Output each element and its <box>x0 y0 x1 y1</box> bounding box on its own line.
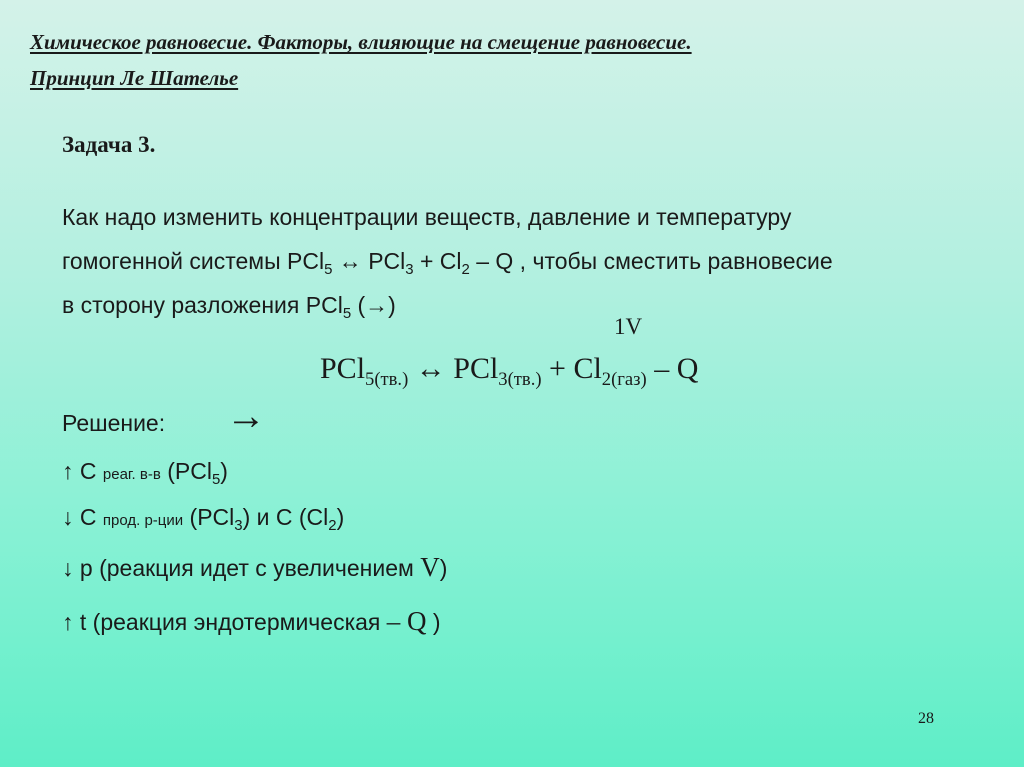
question-line-3 <box>62 292 396 323</box>
right-arrow-icon: → <box>226 393 266 438</box>
question-line-2 <box>62 248 833 279</box>
solution-line-3-v: V <box>420 552 440 582</box>
question-line-2-sub3: 3 <box>405 261 414 279</box>
eq-part-3: + Cl <box>541 352 602 385</box>
solution-line-3-a: ↓ р (реакция идет с увеличением <box>62 555 421 581</box>
solution-line-1 <box>62 458 228 489</box>
solution-line-2-sub: прод. р-ции <box>102 512 184 529</box>
question-line-2-sub2: 2 <box>461 261 470 279</box>
solution-line-2-sub3: 2 <box>328 517 337 535</box>
solution-line-1-sub2: 5 <box>211 471 221 489</box>
slide-title-line-2: Принцип Ле Шателье <box>30 66 239 90</box>
page-number: 28 <box>918 710 934 727</box>
solution-line-4-q: – Q <box>386 606 427 636</box>
question-line-3-rest: (→) <box>351 292 396 318</box>
task-heading: Задача 3. <box>62 132 156 157</box>
solution-line-4 <box>62 606 441 637</box>
eq-part-4: – Q <box>646 352 699 385</box>
solution-line-1-c: ) <box>220 458 228 484</box>
solution-line-3 <box>62 552 447 583</box>
eq-part-2: ↔ PCl <box>408 352 499 385</box>
eq-sub-1: 5(тв.) <box>365 369 409 391</box>
question-line-2-plus: + Cl <box>413 248 462 274</box>
question-line-2-sub5: 5 <box>324 261 333 279</box>
question-line-2-rest: – Q , чтобы сместить равновесие <box>469 248 833 274</box>
question-line-2-text: гомогенной системы PCl <box>62 248 325 274</box>
eq-sub-3: 2(газ) <box>601 369 647 391</box>
question-line-1: Как надо изменить концентрации веществ, давление и температуру <box>62 204 792 230</box>
slide-title-line-1: Химическое равновесие. Факторы, влияющие на смещение равновесие. <box>30 30 692 54</box>
solution-line-2-a: ↓ С <box>62 504 103 530</box>
solution-line-2-sub2: 3 <box>234 517 243 535</box>
reaction-equation <box>320 352 699 391</box>
question-line-2-arrow: ↔ PCl <box>332 248 406 274</box>
question-line-3-text: в сторону разложения PCl <box>62 292 343 318</box>
solution-line-2 <box>62 504 345 535</box>
solution-line-3-b: ) <box>439 555 448 581</box>
solution-line-2-c: ) и С (Cl <box>242 504 329 530</box>
question-line-3-sub: 5 <box>342 305 352 323</box>
eq-sub-2: 3(тв.) <box>498 369 542 391</box>
solution-line-1-b: (PCl <box>160 458 212 484</box>
eq-part-1: PCl <box>320 352 366 385</box>
solution-line-1-sub: реаг. в-в <box>102 466 161 483</box>
solution-line-2-b: (PCl <box>183 504 235 530</box>
solution-line-4-b: ) <box>426 609 441 635</box>
volume-label: 1V <box>614 314 643 339</box>
solution-line-1-a: ↑ С <box>62 458 103 484</box>
solution-line-2-d: ) <box>336 504 345 530</box>
solution-line-4-a: ↑ t (реакция эндотермическая <box>62 609 387 635</box>
solution-label: Решение: <box>62 410 166 436</box>
